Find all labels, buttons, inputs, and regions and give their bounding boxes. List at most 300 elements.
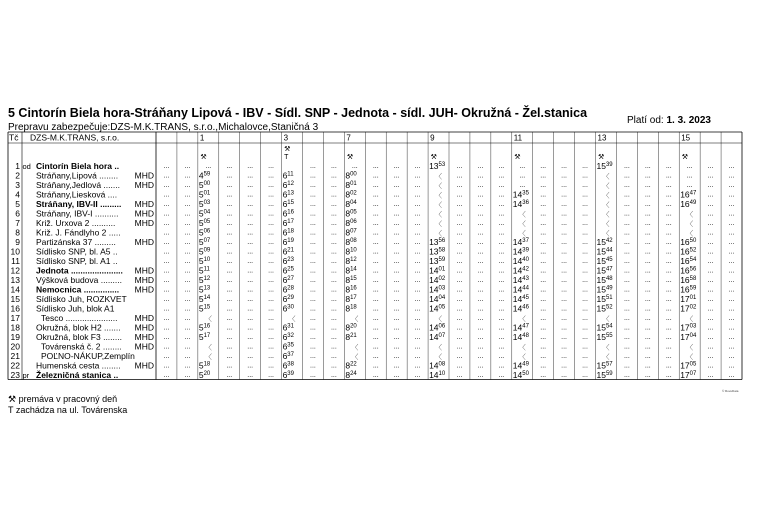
cell-dots: ...: [728, 191, 735, 199]
line-title: 5 Cintorín Biela hora-Stráňany Lipová - IBV - Sídl. SNP - Jednota - sídl. JUH- Okružná - Žel.stanica: [8, 106, 588, 120]
cell-dots: ...: [582, 343, 588, 351]
cell-dots: ...: [226, 286, 233, 294]
stop-mhd: MHD: [134, 180, 154, 190]
cell-dots: ...: [665, 296, 672, 303]
cell-dots: ...: [372, 201, 379, 208]
legend-workday-text: premáva v pracovný deň: [18, 394, 118, 404]
cell-dots: ...: [456, 305, 463, 313]
copyright: © RoveData: [722, 389, 739, 393]
departure-time: $17^{05}$: [680, 360, 697, 371]
cell-skip: 〈: [351, 316, 359, 323]
cell-dots: ...: [665, 191, 672, 199]
cell-dots: ...: [644, 182, 651, 189]
cell-dots: ...: [247, 267, 254, 275]
cell-dots: ...: [372, 343, 379, 351]
cell-dots: ...: [268, 362, 275, 370]
cell-dots: ...: [247, 334, 254, 341]
cell-dots: ...: [163, 220, 170, 227]
cell-dots: ...: [498, 334, 505, 341]
cell-dots: ...: [268, 182, 275, 189]
cell-dots: ...: [665, 372, 672, 379]
departure-time: $8^{08}$: [345, 237, 357, 247]
cell-dots: ...: [310, 182, 316, 189]
cell-dots: ...: [372, 220, 379, 227]
cell-dots: ...: [477, 258, 484, 265]
stop-name: Križ. J. Fándlyho 2 .....: [36, 227, 121, 238]
departure-time: $8^{12}$: [345, 256, 357, 266]
departure-time: $5^{01}$: [198, 189, 211, 200]
cell-dots: ...: [582, 229, 588, 237]
stop-name: Nemocnica ...............: [36, 284, 120, 295]
cell-dots: ...: [310, 258, 316, 265]
cell-dots: ...: [226, 191, 233, 199]
cell-dots: ...: [665, 201, 672, 208]
cell-dots: ...: [644, 172, 651, 180]
cell-dots: ...: [268, 172, 275, 180]
cell-dots: ...: [623, 229, 630, 237]
legend-tovarenska-text: zachádza na ul. Továrenska: [15, 405, 128, 415]
cell-dots: ...: [456, 324, 463, 332]
cell-dots: ...: [268, 315, 275, 322]
cell-dots: ...: [644, 296, 651, 303]
cell-dots: ...: [456, 220, 463, 227]
cell-dots: ...: [498, 296, 505, 303]
cell-dots: ...: [477, 220, 484, 227]
cell-dots: ...: [414, 277, 421, 284]
cell-dots: ...: [247, 286, 254, 294]
cell-dots: ...: [372, 248, 379, 256]
cell-dots: ...: [477, 163, 484, 170]
departure-time: $17^{03}$: [680, 322, 697, 333]
cell-dots: ...: [561, 248, 568, 256]
cell-dots: ...: [728, 372, 735, 379]
cell-dots: ...: [226, 315, 233, 322]
cell-dots: ...: [498, 220, 505, 227]
cell-dots: ...: [456, 248, 463, 256]
trip-number: 7: [346, 133, 351, 143]
departure-time: $8^{17}$: [345, 294, 357, 304]
cell-dots: ...: [665, 220, 672, 227]
departure-time: $14^{04}$: [429, 294, 446, 304]
departure-time: $16^{58}$: [680, 275, 697, 285]
cell-dots: ...: [707, 220, 714, 227]
cell-dots: ...: [330, 324, 337, 332]
departure-time: $8^{04}$: [345, 199, 357, 209]
cell-dots: ...: [456, 286, 463, 294]
cell-dots: ...: [393, 305, 400, 313]
cell-dots: ...: [226, 343, 233, 351]
stop-number: 6: [15, 208, 20, 219]
cell-dots: ...: [707, 305, 714, 313]
cell-dots: ...: [477, 343, 484, 351]
cell-dots: ...: [665, 286, 672, 294]
cell-dots: ...: [498, 343, 505, 351]
departure-time: $17^{07}$: [680, 370, 697, 380]
cell-dots: ...: [644, 229, 651, 237]
cell-dots: ...: [623, 182, 630, 189]
stop-number: 11: [11, 256, 20, 266]
cell-dots: ...: [184, 286, 191, 294]
cell-skip: 〈: [518, 344, 526, 352]
cell-dots: ...: [728, 239, 735, 246]
cell-dots: ...: [477, 201, 484, 208]
cell-dots: ...: [184, 210, 191, 218]
cell-dots: ...: [310, 362, 316, 370]
cell-dots: ...: [330, 305, 337, 313]
cell-dots: ...: [582, 220, 588, 227]
cell-dots: ...: [623, 362, 630, 370]
cell-dots: ...: [163, 286, 170, 294]
cell-dots: ...: [226, 258, 233, 265]
cell-skip: 〈: [602, 230, 610, 238]
cell-dots: ...: [414, 315, 421, 322]
cell-dots: ...: [372, 210, 379, 218]
cell-skip: 〈: [435, 221, 443, 228]
cell-dots: ...: [561, 305, 568, 313]
cell-skip: 〈: [435, 344, 443, 352]
cell-dots: ...: [623, 191, 630, 199]
cell-dots: ...: [247, 296, 254, 303]
cell-dots: ...: [477, 248, 484, 256]
cell-dots: ...: [728, 182, 735, 189]
trip-symbol: ⚒: [514, 154, 521, 161]
cell-dots: ...: [498, 239, 505, 246]
cell-dots: ...: [414, 324, 421, 332]
departure-time: $6^{16}$: [282, 208, 294, 219]
departure-time: $8^{16}$: [345, 284, 357, 295]
trip-symbol: ⚒: [681, 154, 688, 161]
cell-dots: ...: [184, 277, 191, 284]
departure-time: $14^{44}$: [512, 284, 529, 295]
cell-dots: ...: [184, 334, 191, 341]
departure-time: $15^{44}$: [596, 246, 613, 257]
cell-dots: ...: [310, 296, 316, 303]
cell-dots: ...: [310, 248, 316, 256]
stop-number: 2: [15, 170, 20, 181]
cell-dots: ...: [184, 220, 191, 227]
cell-dots: ...: [561, 182, 568, 189]
cell-dots: ...: [310, 286, 316, 294]
stop-name: Továrenská č. 2 ........: [41, 341, 122, 352]
cell-skip: 〈: [204, 316, 212, 323]
cell-dots: ...: [644, 220, 651, 227]
cell-dots: ...: [163, 353, 170, 360]
departure-time: $14^{35}$: [512, 189, 529, 200]
cell-dots: ...: [477, 229, 484, 237]
departure-time: $6^{35}$: [282, 341, 294, 352]
cell-dots: ...: [707, 334, 714, 341]
cell-dots: ...: [247, 191, 254, 199]
cell-dots: ...: [540, 277, 547, 284]
cell-dots: ...: [707, 286, 714, 294]
cell-dots: ...: [623, 172, 630, 180]
cell-dots: ...: [372, 172, 379, 180]
cell-dots: ...: [393, 191, 400, 199]
cell-dots: ...: [393, 343, 400, 351]
cell-dots: ...: [247, 315, 254, 322]
departure-time: $8^{07}$: [345, 227, 357, 238]
departure-time: $5^{09}$: [198, 246, 211, 257]
cell-dots: ...: [623, 372, 630, 379]
cell-dots: ...: [310, 343, 316, 351]
cell-dots: ...: [477, 191, 484, 199]
cell-dots: ...: [644, 315, 651, 322]
cell-dots: ...: [686, 163, 693, 170]
cell-dots: ...: [623, 163, 630, 170]
cell-dots: ...: [540, 267, 547, 275]
cell-dots: ...: [665, 267, 672, 275]
cell-dots: ...: [310, 220, 316, 227]
cell-dots: ...: [163, 248, 170, 256]
cell-dots: ...: [163, 239, 170, 246]
cell-dots: ...: [268, 239, 275, 246]
cell-dots: ...: [330, 239, 337, 246]
cell-dots: ...: [623, 220, 630, 227]
cell-dots: ...: [310, 172, 316, 180]
cell-dots: ...: [268, 343, 275, 351]
cell-dots: ...: [728, 343, 735, 351]
departure-time: $5^{17}$: [198, 332, 211, 342]
cell-dots: ...: [330, 372, 337, 379]
cell-dots: ...: [184, 315, 191, 322]
cell-dots: ...: [184, 248, 191, 256]
cell-skip: 〈: [435, 173, 443, 181]
cell-dots: ...: [582, 267, 588, 275]
cell-dots: ...: [707, 343, 714, 351]
departure-time: $6^{39}$: [282, 370, 294, 380]
cell-dots: ...: [728, 362, 735, 370]
trip-symbol: ⚒: [284, 146, 291, 153]
cell-dots: ...: [519, 172, 526, 180]
cell-skip: 〈: [435, 211, 443, 219]
cell-dots: ...: [247, 353, 254, 360]
cell-dots: ...: [498, 201, 505, 208]
cell-dots: ...: [372, 182, 379, 189]
cell-skip: 〈: [435, 183, 443, 190]
cell-dots: ...: [582, 258, 588, 265]
cell-dots: ...: [582, 210, 588, 218]
cell-dots: ...: [707, 296, 714, 303]
valid-date: 1. 3. 2023: [666, 115, 711, 126]
cell-dots: ...: [184, 191, 191, 199]
cell-dots: ...: [456, 239, 463, 246]
cell-dots: ...: [226, 334, 233, 341]
cell-skip: 〈: [435, 316, 443, 323]
cell-dots: ...: [184, 163, 191, 170]
departure-time: $14^{45}$: [512, 294, 529, 304]
cell-dots: ...: [707, 201, 714, 208]
cell-dots: ...: [310, 324, 316, 332]
cell-dots: ...: [665, 258, 672, 265]
cell-dots: ...: [728, 305, 735, 313]
cell-dots: ...: [393, 210, 400, 218]
cell-dots: ...: [665, 305, 672, 313]
cell-skip: 〈: [518, 211, 526, 219]
departure-time: $6^{13}$: [282, 189, 294, 200]
cell-dots: ...: [268, 220, 275, 227]
stop-number: 8: [15, 227, 20, 238]
stop-number: 17: [10, 313, 20, 323]
departure-time: $8^{00}$: [345, 170, 357, 181]
cell-dots: ...: [561, 286, 568, 294]
stop-number: 3: [15, 180, 20, 190]
stop-mhd: MHD: [134, 275, 154, 285]
cell-dots: ...: [372, 296, 379, 303]
cell-dots: ...: [623, 315, 630, 322]
header-operator: DZS-M.K.TRANS, s.r.o.: [30, 132, 120, 143]
cell-dots: ...: [184, 305, 191, 313]
cell-dots: ...: [247, 277, 254, 284]
cell-dots: ...: [351, 163, 358, 170]
cell-dots: ...: [498, 210, 505, 218]
departure-time: $5^{18}$: [198, 360, 211, 371]
cell-dots: ...: [163, 334, 170, 341]
cell-dots: ...: [561, 191, 568, 199]
cell-dots: ...: [561, 343, 568, 351]
cell-dots: ...: [393, 372, 400, 379]
cell-dots: ...: [414, 305, 421, 313]
cell-dots: ...: [393, 248, 400, 256]
cell-dots: ...: [477, 296, 484, 303]
departure-time: $17^{04}$: [680, 332, 697, 342]
stop-name: Stráňany,Liesková ....: [36, 189, 118, 200]
cell-dots: ...: [477, 267, 484, 275]
cell-dots: ...: [268, 305, 275, 313]
cell-dots: ...: [665, 362, 672, 370]
cell-dots: ...: [665, 324, 672, 332]
cell-dots: ...: [330, 353, 337, 360]
departure-time: $8^{21}$: [345, 332, 357, 342]
cell-dots: ...: [477, 286, 484, 294]
cell-dots: ...: [477, 210, 484, 218]
cell-dots: ...: [330, 277, 337, 284]
stop-mhd: MHD: [134, 265, 154, 276]
cell-dots: ...: [665, 239, 672, 246]
cell-dots: ...: [226, 229, 233, 237]
cell-dots: ...: [268, 324, 275, 332]
cell-dots: ...: [247, 258, 254, 265]
legend-tovarenska: [8, 405, 127, 415]
cell-dots: ...: [728, 220, 735, 227]
cell-dots: ...: [414, 210, 421, 218]
cell-dots: ...: [330, 163, 337, 170]
cell-skip: 〈: [686, 221, 694, 228]
cell-dots: ...: [540, 305, 547, 313]
cell-dots: ...: [644, 372, 651, 379]
departure-time: $8^{01}$: [345, 180, 357, 190]
cell-dots: ...: [644, 353, 651, 360]
departure-time: $13^{59}$: [429, 256, 446, 266]
cell-dots: ...: [163, 163, 170, 170]
cell-dots: ...: [226, 296, 233, 303]
departure-time: $6^{19}$: [282, 237, 294, 247]
cell-skip: 〈: [686, 316, 694, 323]
cell-skip: 〈: [686, 230, 694, 238]
cell-dots: ...: [310, 267, 316, 275]
cell-dots: ...: [205, 163, 212, 170]
cell-dots: ...: [623, 248, 630, 256]
stop-number: 20: [10, 341, 20, 352]
cell-dots: ...: [623, 305, 630, 313]
stop-number: 5: [15, 199, 20, 209]
cell-dots: ...: [540, 191, 547, 199]
cell-dots: ...: [665, 353, 672, 360]
cell-dots: ...: [728, 315, 735, 322]
cell-dots: ...: [330, 286, 337, 294]
cell-dots: ...: [393, 172, 400, 180]
departure-time: $6^{11}$: [282, 170, 294, 181]
cell-dots: ...: [184, 267, 191, 275]
cell-dots: ...: [372, 277, 379, 284]
cell-dots: ...: [728, 172, 735, 180]
cell-dots: ...: [330, 315, 337, 322]
stop-name: Jednota ......................: [36, 265, 123, 276]
cell-dots: ...: [372, 239, 379, 246]
cell-dots: ...: [728, 277, 735, 284]
stop-name: Okružná, blok H2 .......: [36, 322, 121, 333]
cell-dots: ...: [623, 277, 630, 284]
cell-dots: ...: [540, 286, 547, 294]
departure-time: $15^{59}$: [596, 370, 613, 380]
cell-dots: ...: [184, 182, 191, 189]
cell-dots: ...: [372, 324, 379, 332]
departure-time: $16^{56}$: [680, 265, 697, 276]
cell-dots: ...: [561, 229, 568, 237]
departure-time: $14^{46}$: [512, 303, 529, 314]
cell-dots: ...: [247, 220, 254, 227]
cell-dots: ...: [268, 277, 275, 284]
cell-dots: ...: [414, 267, 421, 275]
stop-number: 15: [10, 294, 20, 304]
legend-workday: [8, 394, 117, 405]
cell-dots: ...: [330, 220, 337, 227]
cell-skip: 〈: [602, 192, 610, 200]
stop-od: pr: [22, 371, 30, 380]
departure-time: $5^{20}$: [198, 370, 211, 380]
cell-dots: ...: [707, 182, 714, 189]
cell-dots: ...: [393, 296, 400, 303]
cell-dots: ...: [728, 353, 735, 360]
cell-dots: ...: [268, 286, 275, 294]
cell-dots: ...: [163, 372, 170, 379]
departure-time: $6^{25}$: [282, 265, 294, 276]
cell-dots: ...: [477, 172, 484, 180]
departure-time: $6^{27}$: [282, 275, 294, 285]
departure-time: $15^{49}$: [596, 284, 613, 295]
departure-time: $14^{40}$: [512, 256, 529, 266]
departure-time: $14^{06}$: [429, 322, 446, 333]
cell-skip: 〈: [435, 354, 443, 361]
departure-time: $14^{39}$: [512, 246, 529, 257]
cell-dots: ...: [728, 258, 735, 265]
cell-skip: 〈: [602, 316, 610, 323]
cell-dots: ...: [728, 163, 735, 170]
trip-symbol: ⚒: [598, 154, 605, 161]
cell-dots: ...: [456, 334, 463, 341]
cell-dots: ...: [707, 163, 714, 170]
cell-dots: ...: [561, 315, 568, 322]
cell-dots: ...: [330, 182, 337, 189]
cell-dots: ...: [665, 172, 672, 180]
cell-dots: ...: [665, 229, 672, 237]
cell-dots: ...: [330, 248, 337, 256]
cell-dots: ...: [456, 315, 463, 322]
cell-dots: ...: [540, 182, 547, 189]
cell-dots: ...: [184, 362, 191, 370]
cell-dots: ...: [728, 296, 735, 303]
cell-dots: ...: [728, 334, 735, 341]
cell-dots: ...: [582, 248, 588, 256]
